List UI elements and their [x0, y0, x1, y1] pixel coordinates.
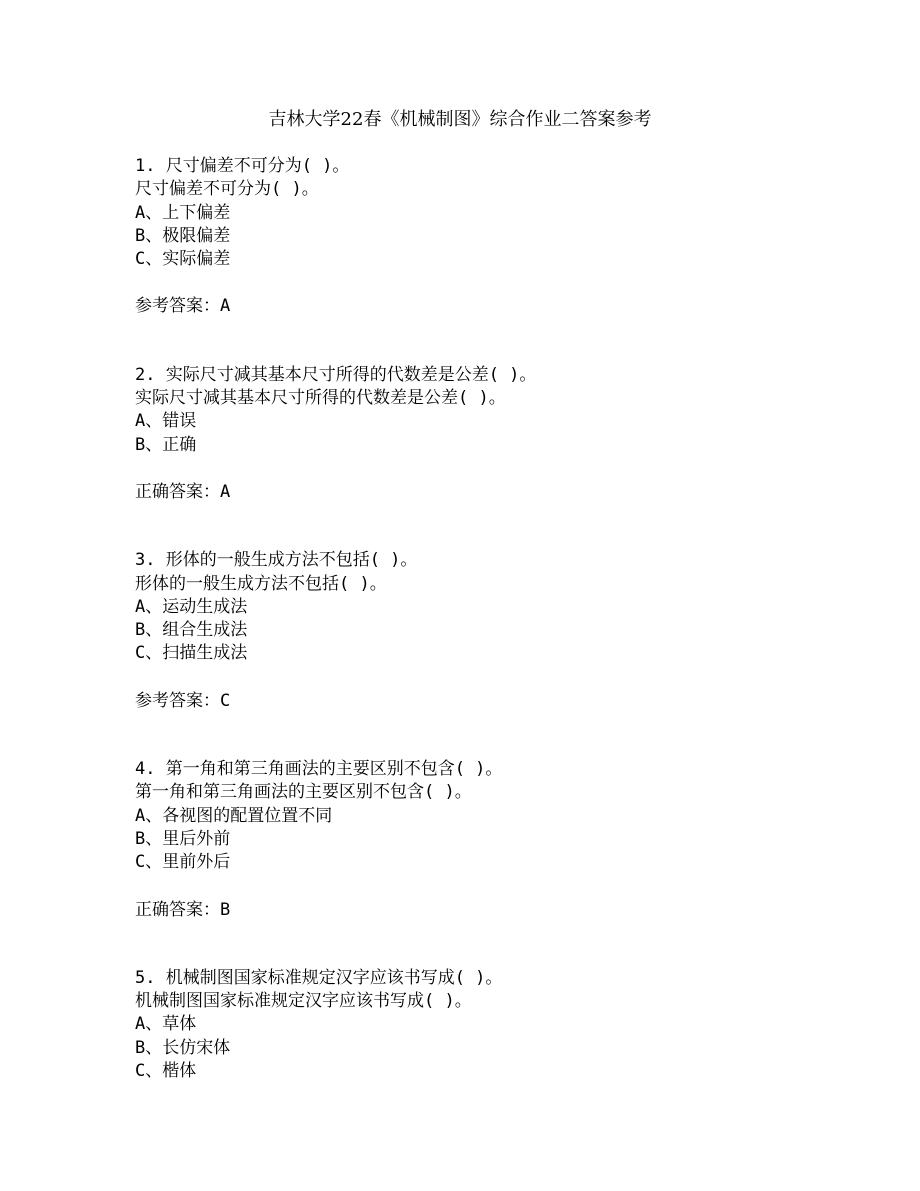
question-heading: 3. 形体的一般生成方法不包括( )。 [135, 550, 418, 571]
answer-text: 正确答案：B [135, 899, 231, 920]
option-a: A、错误 [135, 411, 197, 432]
question-4 [135, 758, 835, 922]
option-a: A、各视图的配置位置不同 [135, 805, 333, 826]
question-heading: 2. 实际尺寸减其基本尺寸所得的代数差是公差( )。 [135, 364, 537, 385]
option-c: C、扫描生成法 [135, 643, 248, 664]
question-3 [135, 549, 835, 713]
option-b: B、里后外前 [135, 828, 231, 849]
question-heading: 4. 第一角和第三角画法的主要区别不包含( )。 [135, 759, 503, 780]
document-title: 吉林大学22春《机械制图》综合作业二答案参考 [268, 109, 652, 130]
option-a: A、运动生成法 [135, 596, 248, 617]
question-heading: 1. 尺寸偏差不可分为( )。 [135, 156, 350, 176]
question-stem: 第一角和第三角画法的主要区别不包含( )。 [135, 782, 472, 803]
option-b: B、组合生成法 [135, 620, 248, 641]
question-2 [135, 364, 835, 504]
answer-text: 正确答案：A [135, 481, 231, 502]
question-stem: 形体的一般生成方法不包括( )。 [135, 573, 387, 594]
question-stem: 实际尺寸减其基本尺寸所得的代数差是公差( )。 [135, 388, 506, 409]
question-5 [135, 967, 835, 1083]
option-b: B、极限偏差 [135, 225, 231, 246]
answer-text: 参考答案：C [135, 690, 231, 711]
option-b: B、长仿宋体 [135, 1037, 231, 1058]
option-c: C、楷体 [135, 1061, 197, 1082]
question-stem: 尺寸偏差不可分为( )。 [135, 179, 319, 200]
option-b: B、正确 [135, 434, 197, 455]
option-a: A、草体 [135, 1014, 197, 1035]
option-a: A、上下偏差 [135, 202, 231, 223]
question-1 [135, 155, 835, 319]
option-c: C、里前外后 [135, 852, 231, 873]
question-list [135, 155, 835, 1083]
answer-text: 参考答案：A [135, 296, 231, 317]
option-c: C、实际偏差 [135, 249, 231, 270]
question-stem: 机械制图国家标准规定汉字应该书写成( )。 [135, 991, 472, 1012]
question-heading: 5. 机械制图国家标准规定汉字应该书写成( )。 [135, 967, 503, 988]
